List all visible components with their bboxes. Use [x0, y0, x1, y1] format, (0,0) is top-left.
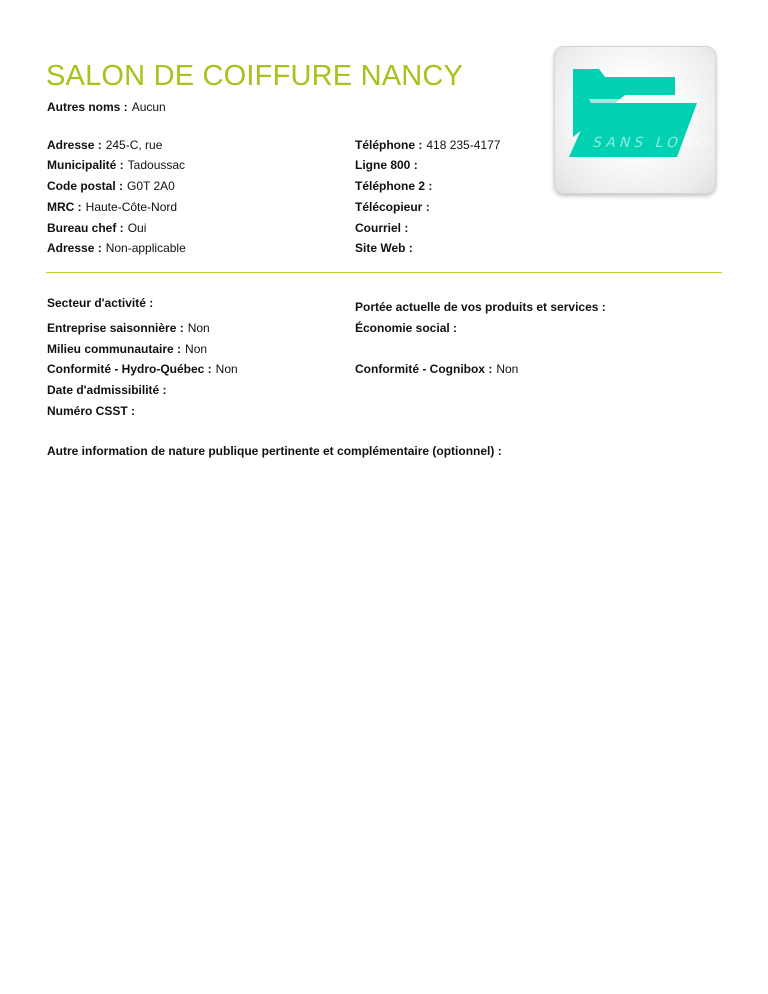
- sector-label: Secteur d'activité :: [47, 296, 154, 310]
- other-names-label: Autres noms :: [47, 100, 128, 114]
- phone-value: 418 235-4177: [426, 138, 501, 152]
- postal-code-value: G0T 2A0: [127, 179, 175, 193]
- address-2-value: Non-applicable: [105, 241, 186, 255]
- phone-2-label: Téléphone 2 :: [355, 179, 433, 193]
- head-office-row: [47, 221, 146, 235]
- cognibox-row: [355, 362, 518, 376]
- reach-label: Portée actuelle de vos produits et services :: [355, 300, 606, 314]
- community-label: Milieu communautaire :: [47, 342, 182, 356]
- section-divider: [46, 272, 722, 273]
- community-value: Non: [185, 342, 208, 356]
- mrc-label: MRC :: [47, 200, 82, 214]
- email-row: [355, 221, 412, 235]
- fax-row: [355, 200, 434, 214]
- csst-label: Numéro CSST :: [47, 404, 136, 418]
- logo-placeholder: [554, 46, 716, 194]
- postal-code-label: Code postal :: [47, 179, 124, 193]
- toll-free-label: Ligne 800 :: [355, 158, 418, 172]
- seasonal-value: Non: [187, 321, 210, 335]
- company-name: SALON DE COIFFURE NANCY: [46, 60, 464, 92]
- reach-row: [355, 300, 610, 314]
- hydro-label: Conformité - Hydro-Québec :: [47, 362, 212, 376]
- toll-free-row: [355, 158, 422, 172]
- community-row: [47, 342, 207, 356]
- eligibility-date-label: Date d'admissibilité :: [47, 383, 167, 397]
- social-economy-label: Économie social :: [355, 321, 458, 335]
- head-office-label: Bureau chef :: [47, 221, 124, 235]
- address-2-label: Adresse :: [47, 241, 102, 255]
- csst-row: [47, 404, 139, 418]
- head-office-value: Oui: [127, 221, 147, 235]
- seasonal-label: Entreprise saisonnière :: [47, 321, 184, 335]
- address-label: Adresse :: [47, 138, 102, 152]
- municipality-row: [47, 158, 185, 172]
- eligibility-date-row: [47, 383, 171, 397]
- phone-label: Téléphone :: [355, 138, 423, 152]
- other-names-value: Aucun: [131, 100, 166, 114]
- cognibox-label: Conformité - Cognibox :: [355, 362, 493, 376]
- email-label: Courriel :: [355, 221, 409, 235]
- website-label: Site Web :: [355, 241, 413, 255]
- hydro-value: Non: [215, 362, 238, 376]
- municipality-value: Tadoussac: [127, 158, 186, 172]
- folder-icon: [555, 47, 715, 193]
- sector-row: [47, 296, 157, 310]
- mrc-row: [47, 200, 177, 214]
- phone-2-row: [355, 179, 436, 193]
- social-economy-row: [355, 321, 461, 335]
- other-info-row: [47, 444, 506, 458]
- address-2-row: [47, 241, 186, 255]
- cognibox-value: Non: [496, 362, 519, 376]
- phone-row: [355, 138, 500, 152]
- address-row: [47, 138, 162, 152]
- mrc-value: Haute-Côte-Nord: [85, 200, 178, 214]
- hydro-row: [47, 362, 238, 376]
- other-info-label: Autre information de nature publique pertinente et complémentaire (optionnel) :: [47, 444, 502, 458]
- seasonal-row: [47, 321, 210, 335]
- address-value: 245-C, rue: [105, 138, 163, 152]
- logo-caption: SANS LOGO: [590, 135, 714, 151]
- municipality-label: Municipalité :: [47, 158, 124, 172]
- other-names-row: [47, 100, 166, 114]
- website-row: [355, 241, 417, 255]
- fax-label: Télécopieur :: [355, 200, 430, 214]
- postal-code-row: [47, 179, 175, 193]
